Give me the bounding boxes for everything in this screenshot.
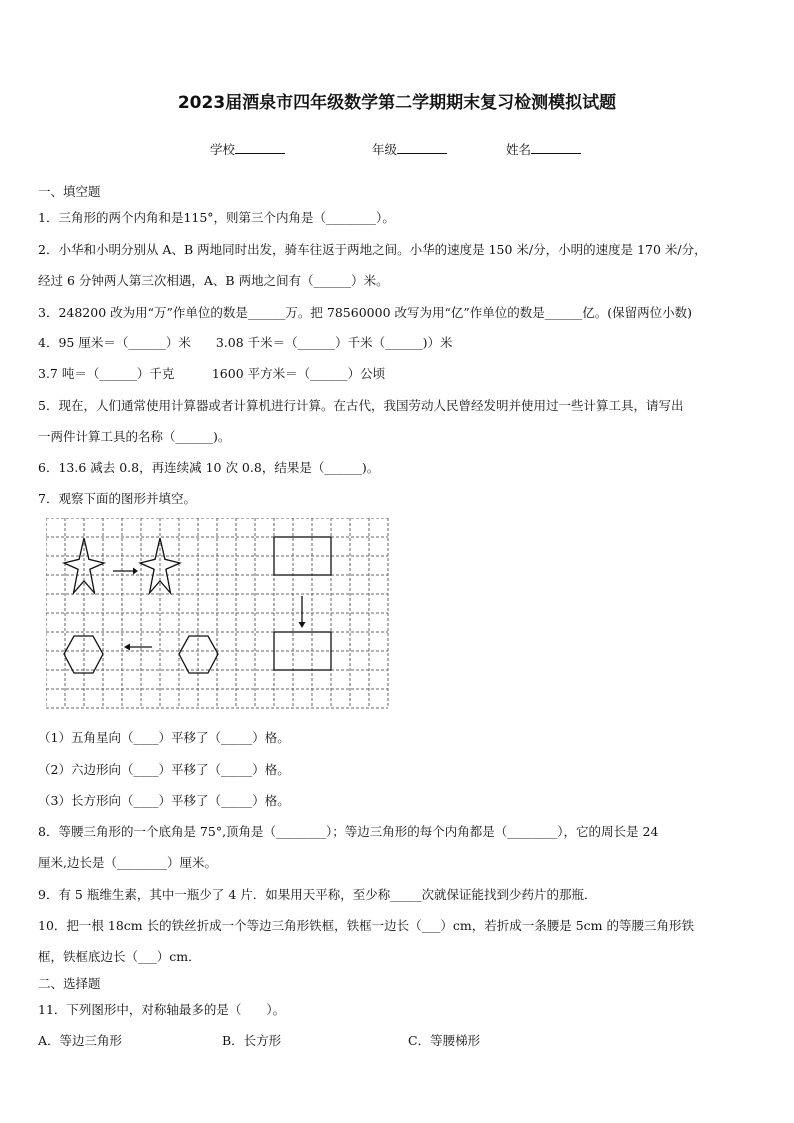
- school-blank[interactable]: [235, 141, 285, 154]
- question-7-sub-3: （3）长方形向（____）平移了（_____）格。: [38, 793, 290, 808]
- question-5-line-1: 5．现在，人们通常使用计算器或者计算机进行计算。在古代，我国劳动人民曾经发明并使用过一些计算工具，请写出: [38, 398, 684, 413]
- question-10-line-2: 框，铁框底边长（___）cm．: [38, 949, 201, 964]
- grid-lines: [46, 518, 388, 708]
- question-10-line-1: 10．把一根 18cm 长的铁丝折成一个等边三角形铁框，铁框一边长（___）cm，若折成一条腰是 5cm 的等腰三角形铁: [38, 918, 694, 933]
- question-7-sub-2: （2）六边形向（____）平移了（_____）格。: [38, 762, 290, 777]
- question-11: 11．下列图形中，对称轴最多的是（ ）。: [38, 1002, 286, 1017]
- question-2-line-2: 经过 6 分钟两人第三次相遇，A、B 两地之间有（______）米。: [38, 273, 389, 288]
- option-b[interactable]: B．长方形: [222, 1033, 282, 1048]
- name-field: [506, 140, 581, 158]
- question-9: 9．有 5 瓶维生素，其中一瓶少了 4 片．如果用天平称，至少称_____次就保证能找到少药片的那瓶．: [38, 887, 597, 902]
- question-5-line-2: 一两件计算工具的名称（______)。: [38, 429, 231, 444]
- translation-grid-figure: [46, 518, 390, 712]
- name-blank[interactable]: [531, 141, 581, 154]
- question-7-sub-1: （1）五角星向（____）平移了（_____）格。: [38, 730, 290, 745]
- question-1: 1．三角形的两个内角和是115°，则第三个内角是（________）。: [38, 210, 395, 225]
- question-7: 7．观察下面的图形并填空。: [38, 491, 196, 506]
- section-heading-choice: 二、选择题: [38, 976, 101, 991]
- grade-field: [372, 140, 447, 158]
- question-3: 3．248200 改为用“万”作单位的数是______万。把 78560000 改写为用“亿”作单位的数是______亿。(保留两位小数): [38, 305, 693, 320]
- question-4-line-1: 4．95 厘米＝（______）米 3.08 千米＝（______）千米（______)）米: [38, 335, 453, 350]
- name-label: 姓名: [506, 142, 532, 157]
- school-field: [210, 140, 285, 158]
- section-heading-fill: 一、填空题: [38, 184, 101, 199]
- question-4-line-2: 3.7 吨＝（______）千克 1600 平方米＝（______）公顷: [38, 366, 386, 381]
- question-8-line-2: 厘米,边长是（________）厘米。: [38, 855, 217, 870]
- question-2-line-1: 2．小华和小明分别从 A、B 两地同时出发，骑车往返于两地之间。小华的速度是 150 米/分，小明的速度是 170 米/分，: [38, 242, 707, 257]
- option-a[interactable]: A．等边三角形: [38, 1033, 123, 1048]
- option-c[interactable]: C．等腰梯形: [408, 1033, 481, 1048]
- question-8-line-1: 8．等腰三角形的一个底角是 75°,顶角是（________）；等边三角形的每个内角都是（________），它的周长是 24: [38, 824, 659, 839]
- grade-label: 年级: [372, 142, 398, 157]
- page-title: 2023届酒泉市四年级数学第二学期期末复习检测模拟试题: [177, 93, 617, 113]
- grade-blank[interactable]: [397, 141, 447, 154]
- question-6: 6．13.6 减去 0.8，再连续减 10 次 0.8，结果是（______)。: [38, 460, 380, 475]
- school-label: 学校: [210, 142, 236, 157]
